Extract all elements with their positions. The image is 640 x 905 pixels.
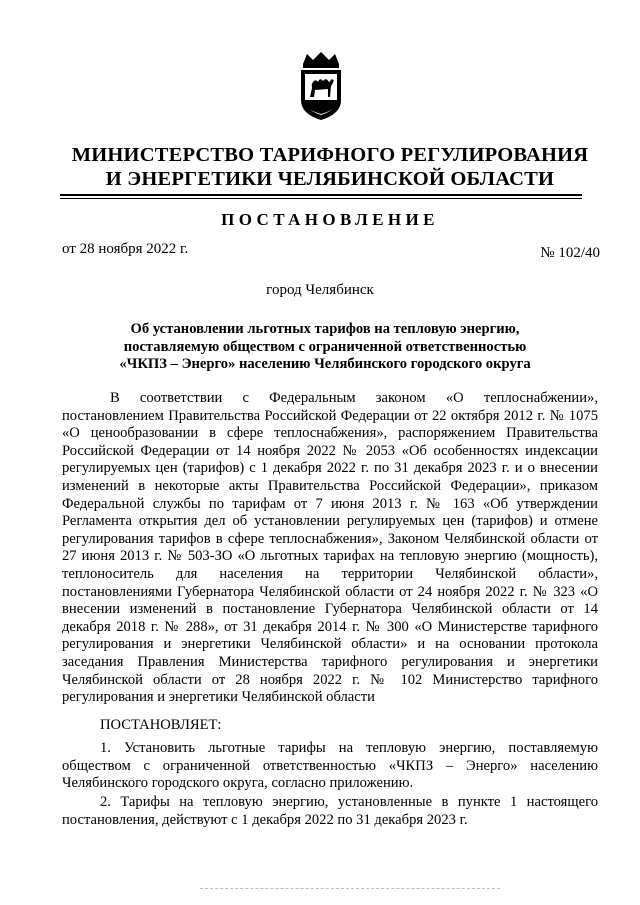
title-line-3: «ЧКПЗ – Энерго» населению Челябинского городского округа — [119, 356, 531, 372]
document-number: № 102/40 — [540, 245, 600, 261]
document-date: от 28 ноября 2022 г. — [62, 241, 189, 257]
resolve-heading: ПОСТАНОВЛЯЕТ: — [100, 717, 222, 733]
document-type: ПОСТАНОВЛЕНИЕ — [221, 210, 439, 229]
ministry-line-1: МИНИСТЕРСТВО ТАРИФНОГО РЕГУЛИРОВАНИЯ — [71, 144, 589, 166]
coat-of-arms-icon — [297, 50, 345, 122]
ministry-line-2: И ЭНЕРГЕТИКИ ЧЕЛЯБИНСКОЙ ОБЛАСТИ — [105, 168, 555, 190]
title-line-1: Об установлении льготных тарифов на тепловую энергию, — [130, 321, 520, 337]
header-divider-thin — [60, 198, 582, 199]
preamble-paragraph: В соответствии с Федеральным законом «О теплоснабжении», постановлением Правительства Российской Федерации от 22 октября 2012 г. № 1075 «О ценообразовании в сфере теплоснабжения», распоряжением Правительства Российской Федерации от 14 ноября 2022 № 2053 «Об особенностях индексации регулируемых цен (тарифов) с 1 декабря 2022 г. по 31 декабря 2023 г. и о внесении изменений в некоторые акты Правительства Российской Федерации», приказом Федеральной службы по тарифам от 7 июня 2013 г. № 163 «Об утверждении Регламента открытия дел об установлении регулируемых цен (тарифов) и отмене регулирования тарифов в сфере теплоснабжения», Законом Челябинской области от 27 июня 2013 г. № 503-ЗО «О льготных тарифах на тепловую энергию (мощность), теплоноситель для населения на территории Челябинской области», постановлениями Губернатора Челябинской области от 24 ноября 2022 г. № 323 «О внесении изменений в постановление Губернатора Челябинской области от 14 декабря 2018 г. № 288», от 31 декабря 2014 г. № 300 «О Министерстве тарифного регулирования и энергетики Челябинской области» и на основании протокола заседания Правления Министерства тарифного регулирования и энергетики Челябинской области от 28 ноября 2022 г. № 102 Министерство тарифного регулирования и энергетики Челябинской области — [62, 390, 598, 706]
document-title — [80, 321, 570, 374]
header-divider-thick — [60, 194, 582, 196]
document-city: город Челябинск — [266, 282, 374, 298]
ministry-name — [60, 143, 600, 191]
clause-2: 2. Тарифы на тепловую энергию, установленные в пункте 1 настоящего постановления, действуют с 1 декабря 2022 по 31 декабря 2023 г. — [62, 794, 598, 828]
footer-scan-line — [200, 888, 500, 889]
clause-1: 1. Установить льготные тарифы на тепловую энергию, поставляемую обществом с ограниченной ответственностью «ЧКПЗ – Энерго» населению Челябинского городского округа, согласно приложению. — [62, 740, 598, 792]
title-line-2: поставляемую обществом с ограниченной ответственностью — [123, 338, 527, 355]
